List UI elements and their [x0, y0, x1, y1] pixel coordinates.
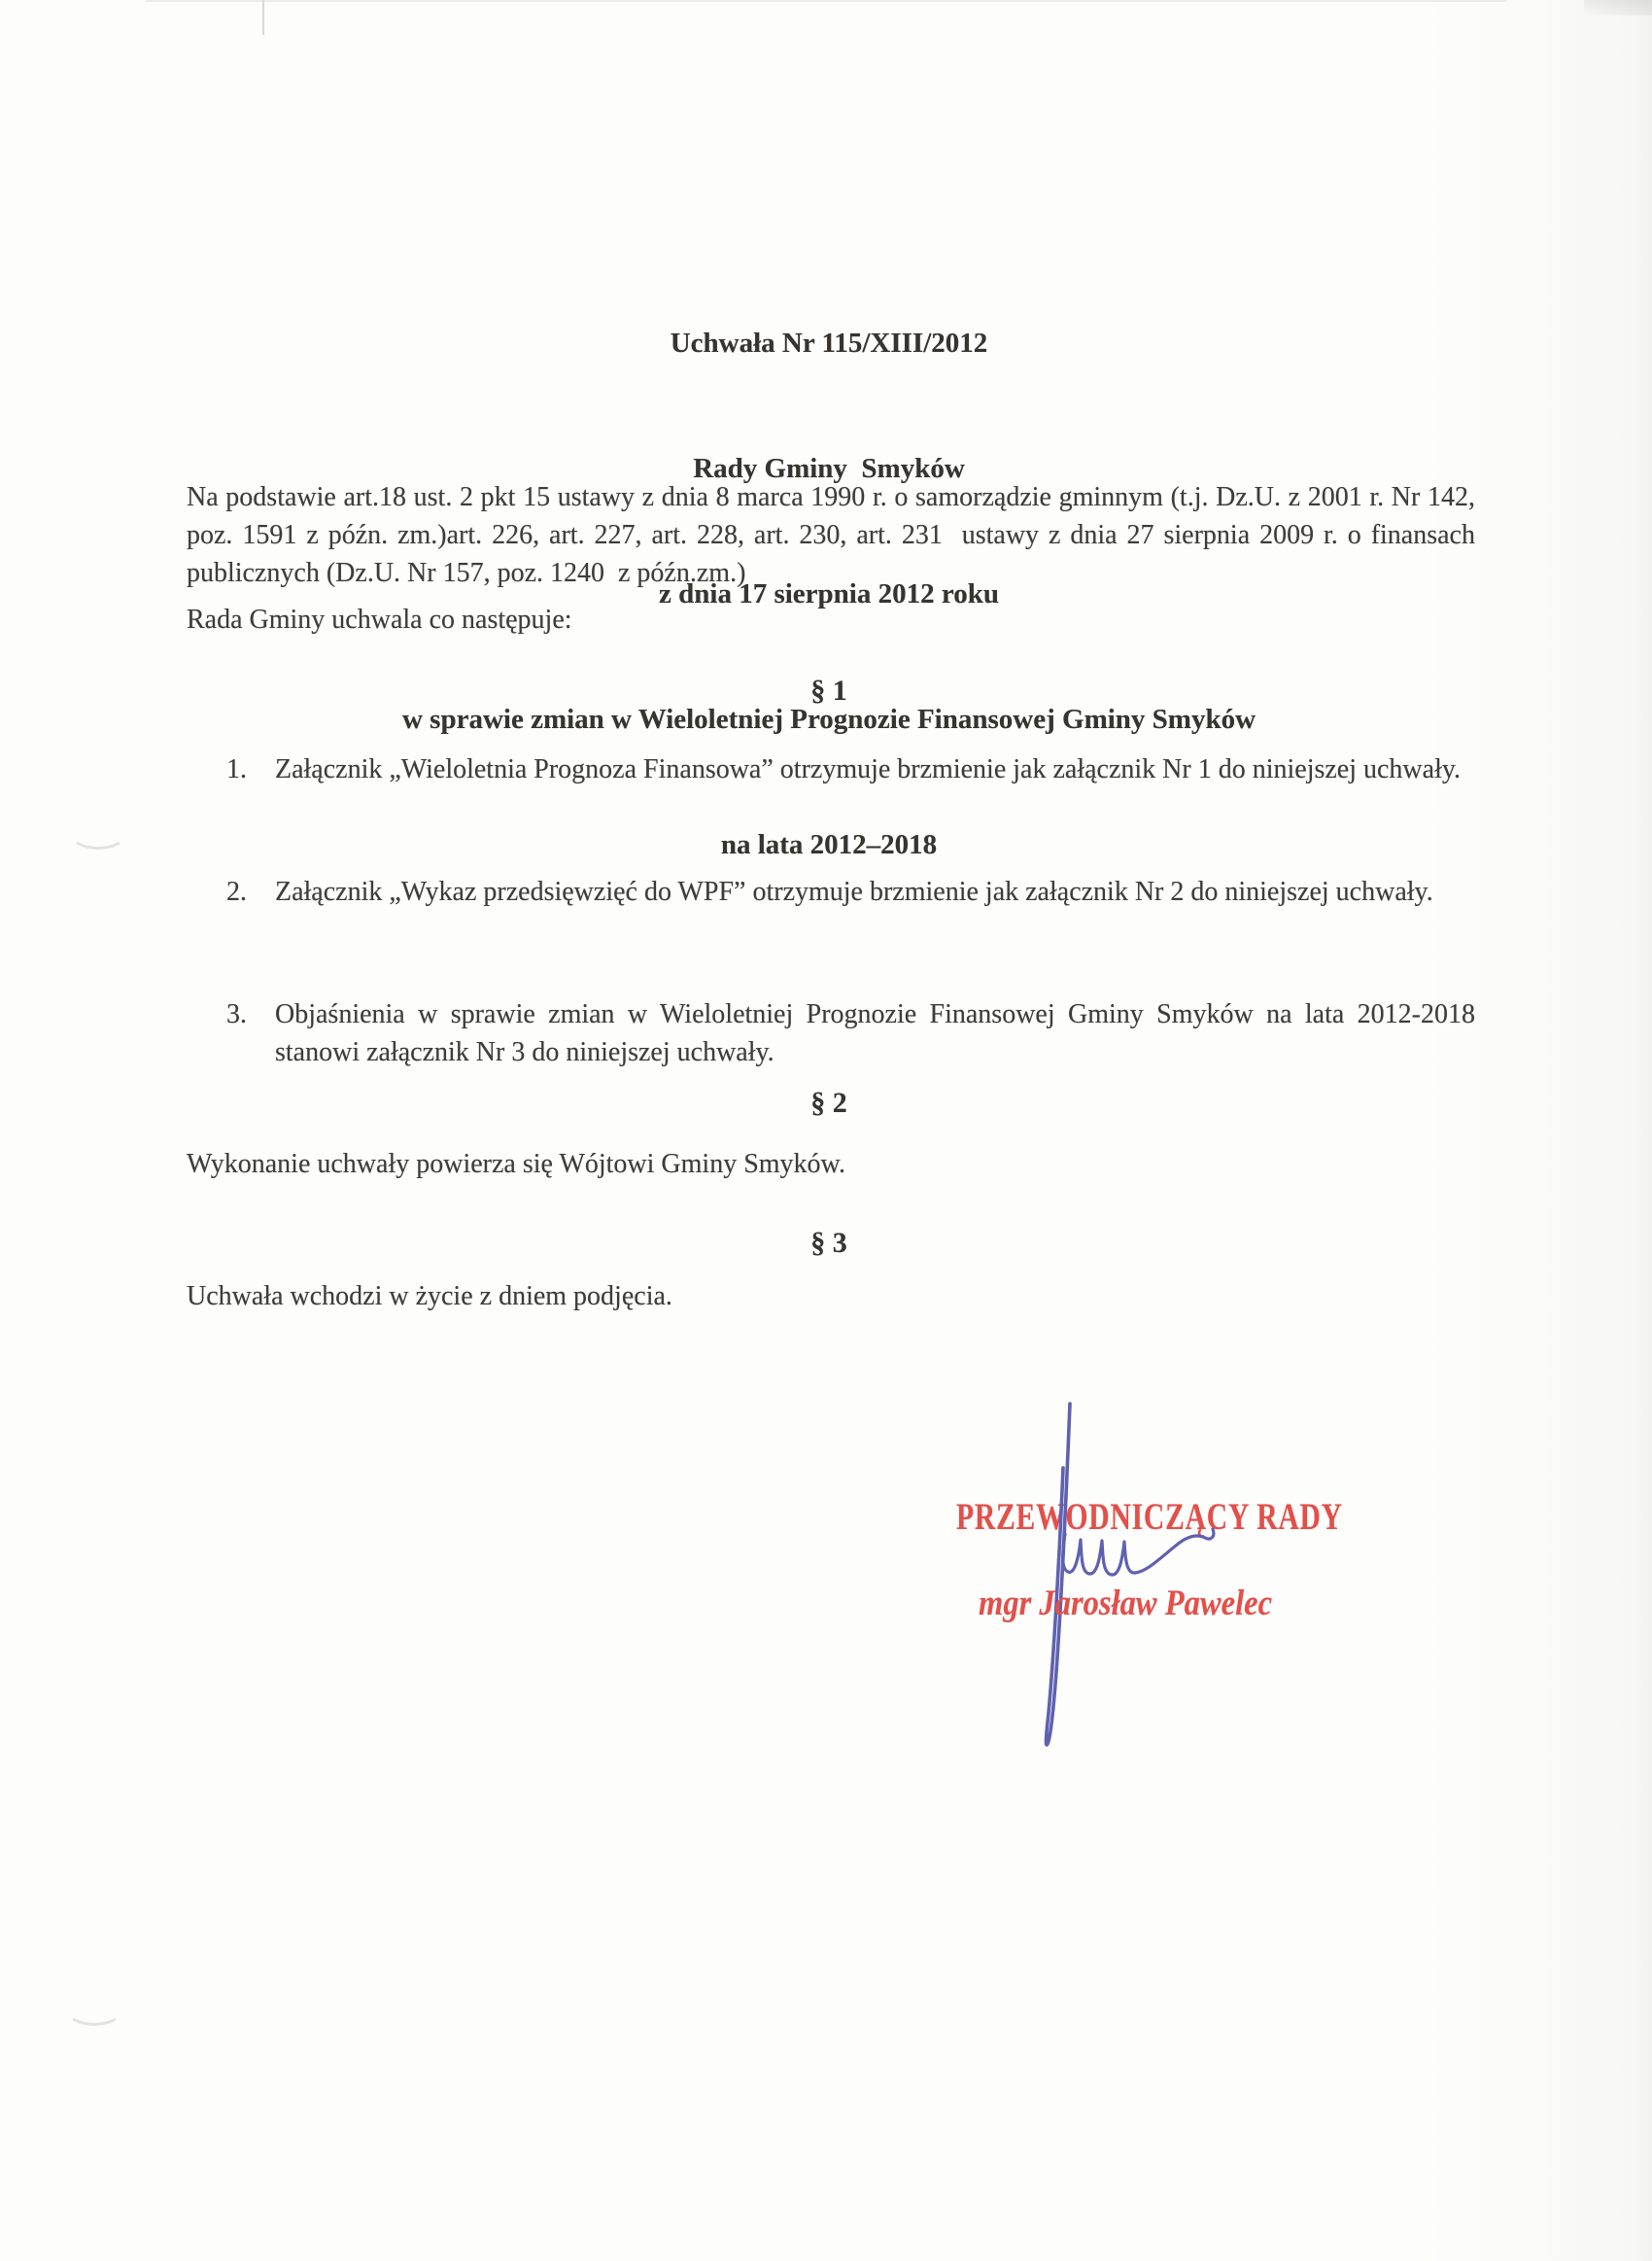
list-item-3	[226, 995, 1475, 1071]
signature-scribble-stroke	[1063, 1529, 1214, 1575]
item-number: 1.	[226, 754, 247, 784]
resolution-number-line: Uchwała Nr 115/XIII/2012	[670, 328, 988, 359]
document-header	[185, 239, 1482, 950]
list-item-1	[226, 750, 1475, 788]
resolution-subject-line: w sprawie zmian w Wieloletniej Prognozie Finansowej Gminy Smyków	[401, 704, 1256, 735]
legal-basis-paragraph: Na podstawie art.18 ust. 2 pkt 15 ustawy z dnia 8 marca 1990 r. o samorządzie gminnym (t.j. Dz.U. z 2001 r. Nr 142, poz. 1591 z późn. zm.)art. 226, art. 227, art. 228, art. 230, art. 231 ustawy z dnia 27 sierpnia 2009 r. o finansach publicznych (Dz.U. Nr 157, poz. 1240 z późn.zm.)	[187, 482, 1482, 588]
item-text: Załącznik „Wykaz przedsięwzięć do WPF” otrzymuje brzmienie jak załącznik Nr 2 do niniejszej uchwały.	[275, 877, 1433, 907]
item-number: 3.	[226, 999, 247, 1029]
section-2-body: Wykonanie uchwały powierza się Wójtowi Gminy Smyków.	[187, 1149, 845, 1179]
section-2-heading: § 2	[810, 1087, 847, 1119]
list-item-2	[226, 873, 1475, 911]
item-number: 2.	[226, 877, 247, 907]
chairman-stamp-title: PRZEWODNICZĄCY RADY	[956, 1496, 1343, 1538]
resolution-years-line: na lata 2012–2018	[720, 829, 938, 860]
chairman-stamp-name: mgr Jarosław Pawelec	[979, 1583, 1273, 1623]
item-text: Objaśnienia w sprawie zmian w Wieloletniej Prognozie Finansowej Gminy Smyków na lata 2012-2018 stanowi załącznik Nr 3 do niniejszej uchwały.	[275, 999, 1475, 1067]
handwritten-signature-ink	[991, 1390, 1322, 1769]
scan-edge-artifact	[146, 0, 1506, 2]
scan-arc-artifact	[70, 818, 126, 850]
section-3-body: Uchwała wchodzi w życie z dniem podjęcia.	[187, 1281, 672, 1311]
section-1-heading: § 1	[810, 675, 847, 707]
scan-line-artifact	[262, 0, 264, 35]
section-3-heading: § 3	[810, 1227, 847, 1259]
resolution-date-line: z dnia 17 sierpnia 2012 roku	[659, 578, 999, 609]
item-text: Załącznik „Wieloletnia Prognoza Finansowa” otrzymuje brzmienie jak załącznik Nr 1 do niniejszej uchwały.	[275, 754, 1462, 784]
council-name-line: Rady Gminy Smyków	[693, 453, 965, 484]
scan-corner-artifact	[1584, 0, 1652, 16]
scan-arc-artifact	[66, 1995, 122, 2026]
signature-vertical-stroke	[1047, 1404, 1071, 1745]
enactment-intro: Rada Gminy uchwala co następuje:	[187, 605, 572, 635]
